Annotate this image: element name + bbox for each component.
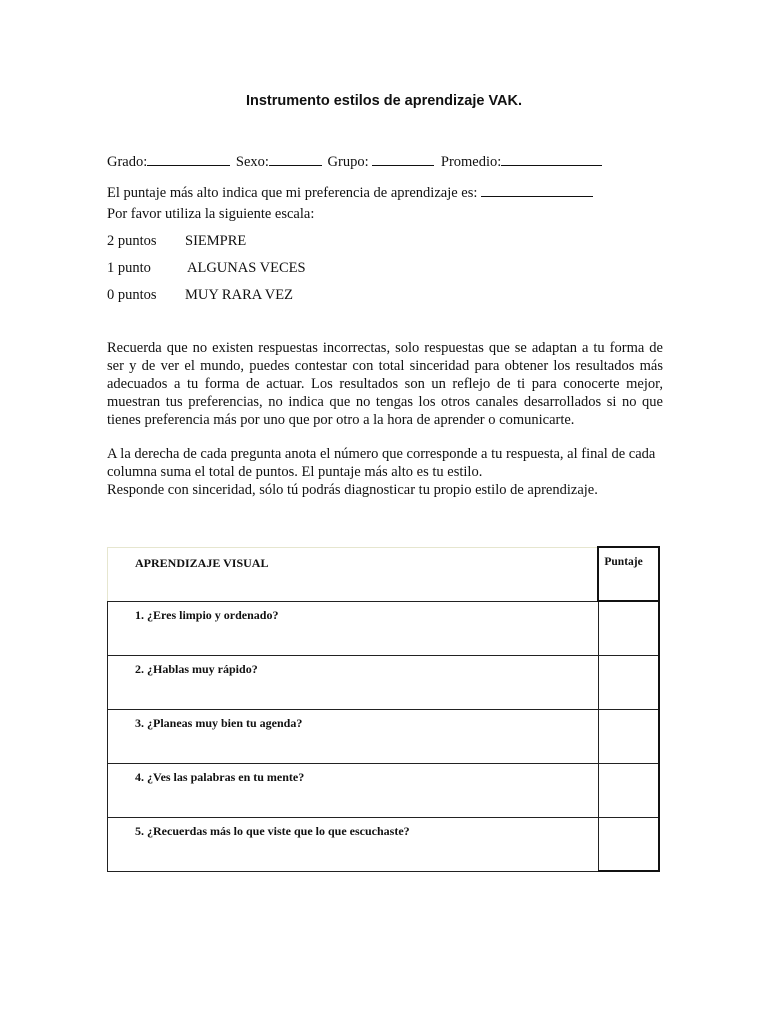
grado-label: Grado: — [107, 154, 148, 170]
preference-line — [107, 183, 593, 202]
promedio-label: Promedio: — [440, 154, 502, 170]
score-cell-1[interactable] — [598, 601, 659, 655]
preference-field[interactable] — [481, 183, 593, 197]
scale-points-0: 0 puntos — [107, 287, 157, 303]
table-row — [108, 817, 660, 871]
promedio-field[interactable] — [501, 152, 602, 166]
grupo-label: Grupo: — [327, 154, 369, 170]
question-3: 3. ¿Planeas muy bien tu agenda? — [108, 709, 599, 763]
scale-intro: Por favor utiliza la siguiente escala: — [107, 206, 315, 222]
grupo-field[interactable] — [372, 152, 434, 166]
question-2: 2. ¿Hablas muy rápido? — [108, 655, 599, 709]
score-column-header: Puntaje — [598, 547, 659, 601]
table-row — [108, 601, 660, 655]
sexo-label: Sexo: — [235, 154, 269, 170]
score-cell-2[interactable] — [598, 655, 659, 709]
table-row — [108, 709, 660, 763]
sexo-field[interactable] — [269, 152, 322, 166]
question-4: 4. ¿Ves las palabras en tu mente? — [108, 763, 599, 817]
scale-label-1: ALGUNAS VECES — [187, 260, 306, 276]
score-cell-5[interactable] — [598, 817, 659, 871]
scoring-paragraph — [107, 445, 667, 499]
student-info-line — [107, 152, 602, 171]
score-cell-3[interactable] — [598, 709, 659, 763]
table-header-row — [108, 547, 660, 601]
scale-points-1: 1 punto — [107, 260, 151, 276]
scale-label-0: MUY RARA VEZ — [185, 287, 293, 303]
scale-label-2: SIEMPRE — [185, 233, 247, 249]
table-row — [108, 763, 660, 817]
grado-field[interactable] — [147, 152, 230, 166]
preference-text: El puntaje más alto indica que mi preferencia de aprendizaje es: — [107, 185, 478, 201]
table-row — [108, 655, 660, 709]
sincerity-text: Responde con sinceridad, sólo tú podrás diagnosticar tu propio estilo de aprendizaje. — [107, 482, 598, 498]
scale-points-2: 2 puntos — [107, 233, 157, 249]
table-header-title: APRENDIZAJE VISUAL — [108, 547, 599, 601]
score-cell-4[interactable] — [598, 763, 659, 817]
question-5: 5. ¿Recuerdas más lo que viste que lo que escuchaste? — [108, 817, 599, 871]
visual-learning-table — [107, 546, 660, 872]
scoring-text: A la derecha de cada pregunta anota el número que corresponde a tu respuesta, al final de cada columna suma el total de puntos. El puntaje más alto es tu estilo. — [107, 446, 656, 480]
document-title: Instrumento estilos de aprendizaje VAK. — [245, 93, 523, 109]
question-1: 1. ¿Eres limpio y ordenado? — [108, 601, 599, 655]
instructions-paragraph: Recuerda que no existen respuestas incorrectas, solo respuestas que se adaptan a tu forma de ser y de ver el mundo, puedes contestar con total sinceridad para obtener los resultados más adecuados a tu forma de actuar. Los resultados son un reflejo de ti para conocerte mejor, muestran tus preferencias, no indica que no tengas los otros canales desarrollados si no que tienes preferencia más por uno que por otro a la hora de aprender o comunicarte. — [107, 340, 663, 428]
